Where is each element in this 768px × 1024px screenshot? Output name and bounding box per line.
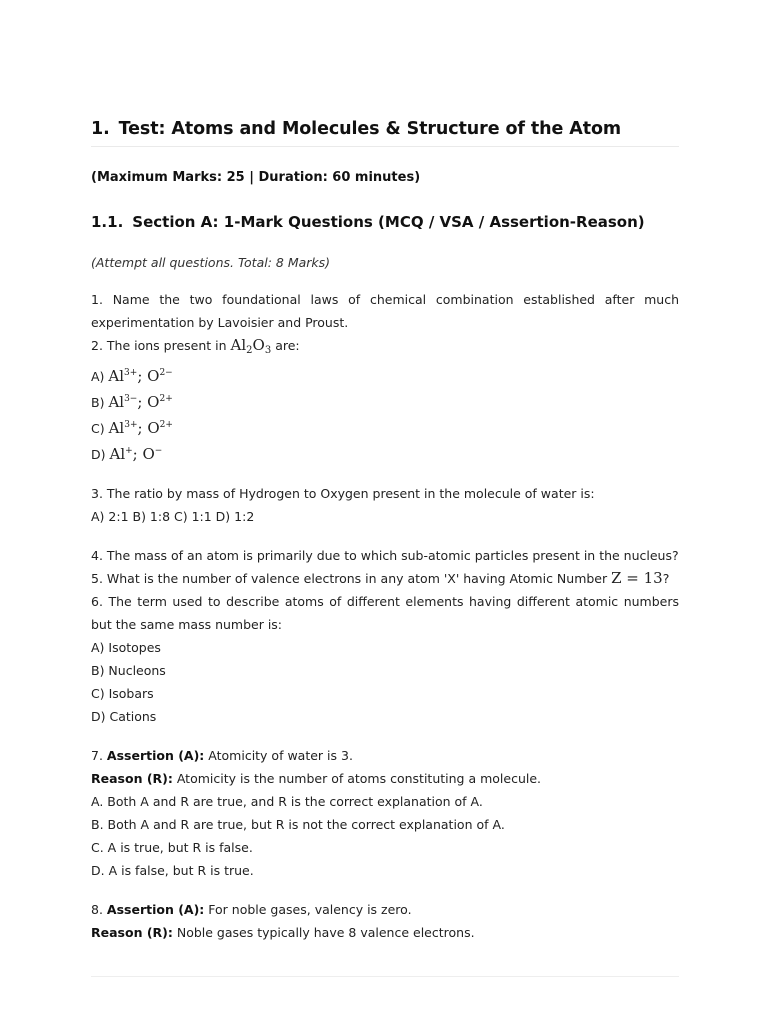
question-2-option-d: D) Al+; O−: [91, 445, 163, 463]
question-6-option-d: D) Cations: [91, 709, 157, 724]
question-6-option-c: C) Isobars: [91, 686, 154, 701]
question-8-reason: Reason (R): Noble gases typically have 8 valence electrons.: [91, 925, 475, 940]
title-text: Test: Atoms and Molecules & Structure of the Atom: [118, 119, 622, 139]
question-7-assertion: 7. Assertion (A): Atomicity of water is 3.: [91, 748, 353, 763]
footer-divider: [91, 976, 679, 977]
question-2-option-b: B) $Al^{3-}$; $O^{2+}$: [91, 393, 173, 411]
question-7-option-a: A. Both A and R are true, and R is the correct explanation of A.: [91, 794, 483, 809]
question-group-7: [91, 744, 679, 882]
test-meta: (Maximum Marks: 25 | Duration: 60 minutes): [91, 170, 421, 185]
question-8-assertion: 8. Assertion (A): For noble gases, valency is zero.: [91, 902, 412, 917]
question-7-option-b: B. Both A and R are true, but R is not the correct explanation of A.: [91, 817, 505, 832]
document-content: [91, 119, 679, 944]
question-3: 3. The ratio by mass of Hydrogen to Oxygen present in the molecule of water is:: [91, 486, 595, 501]
question-group-4-6: [91, 544, 679, 728]
question-group-8: [91, 898, 679, 944]
question-2: 2. The ions present in $Al_2O_3$ are:: [91, 336, 300, 356]
section-heading: [91, 213, 679, 231]
question-5: 5. What is the number of valence electrons in any atom 'X' having Atomic Number Z = 13?: [91, 569, 670, 587]
question-4: 4. The mass of an atom is primarily due to which sub-atomic particles present in the nucleus?: [91, 548, 679, 563]
question-7-option-c: C. A is true, but R is false.: [91, 840, 253, 855]
section-title: Section A: 1-Mark Questions (MCQ / VSA / Assertion-Reason): [132, 213, 645, 231]
formula-al2o3: $Al_2O_3$: [230, 336, 272, 356]
question-6-option-a: A) Isotopes: [91, 640, 161, 655]
question-2-option-a: A) $Al^{3+}$; $O^{2-}$: [91, 367, 173, 385]
title-number: 1.: [91, 119, 110, 139]
page-title: [91, 119, 679, 147]
section-note: (Attempt all questions. Total: 8 Marks): [91, 255, 331, 270]
section-number: 1.1.: [91, 213, 124, 231]
question-3-options: A) 2:1 B) 1:8 C) 1:1 D) 1:2: [91, 509, 255, 524]
question-1: 1. Name the two foundational laws of chemical combination established after much experimentation by Lavoisier and Proust.: [91, 292, 679, 330]
question-group-1-2: [91, 288, 679, 466]
question-7-reason: Reason (R): Atomicity is the number of atoms constituting a molecule.: [91, 771, 542, 786]
question-6-option-b: B) Nucleons: [91, 663, 166, 678]
formula-z13: Z = 13: [611, 569, 663, 587]
question-group-3: [91, 482, 679, 528]
question-2-option-c: C) $Al^{3+}$; $O^{2+}$: [91, 419, 173, 437]
question-7-option-d: D. A is false, but R is true.: [91, 863, 254, 878]
question-6: 6. The term used to describe atoms of different elements having different atomic numbers but the same mass number is:: [91, 594, 679, 632]
